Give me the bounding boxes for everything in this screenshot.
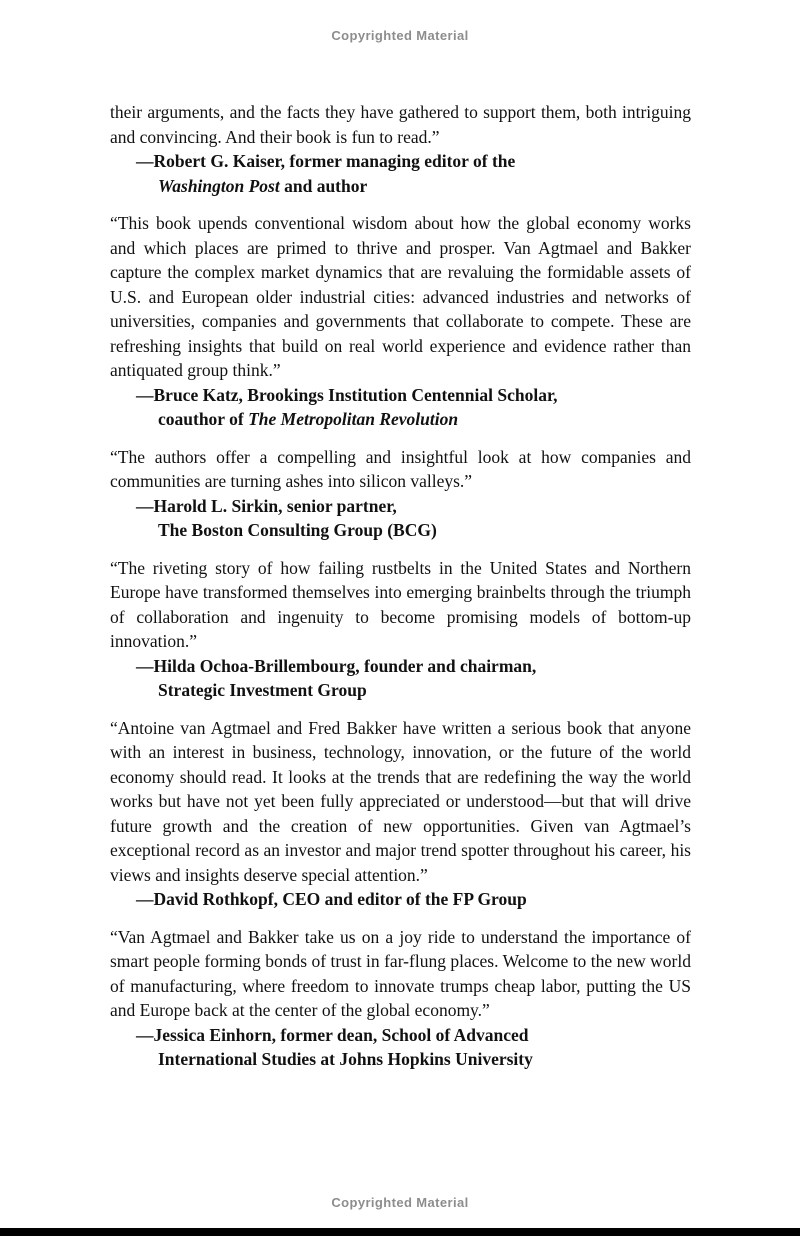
quote-attribution (110, 494, 691, 543)
attribution-line-2: International Studies at Johns Hopkins University (158, 1049, 533, 1069)
quote-block (110, 445, 691, 543)
quote-block (110, 556, 691, 703)
attribution-line-2: Washington Post and author (158, 175, 368, 196)
quote-attribution (110, 1023, 691, 1072)
attribution-line-2: Strategic Investment Group (158, 680, 367, 700)
bottom-edge-bar (0, 1228, 800, 1236)
quote-attribution (110, 654, 691, 703)
copyright-label-bottom: Copyrighted Material (331, 1195, 469, 1210)
quote-block (110, 211, 691, 432)
attribution-line-1: —Robert G. Kaiser, former managing editor of the (136, 151, 516, 171)
copyright-label-top: Copyrighted Material (331, 28, 469, 43)
attribution-line-1: —Bruce Katz, Brookings Institution Centennial Scholar, (136, 384, 558, 405)
quote-text: “The authors offer a compelling and insightful look at how companies and communities are turning ashes into silicon valleys.” (110, 446, 691, 491)
attribution-line-1: —Harold L. Sirkin, senior partner, (136, 495, 397, 516)
quote-block (110, 925, 691, 1072)
quote-attribution (110, 383, 691, 432)
quote-text: their arguments, and the facts they have gathered to support them, both intriguing and convincing. And their book is fun to read.” (110, 102, 691, 147)
attribution-line-1: —Jessica Einhorn, former dean, School of Advanced (136, 1024, 529, 1045)
quote-attribution (110, 887, 691, 912)
attribution-line-2: coauthor of The Metropolitan Revolution (158, 409, 459, 429)
quote-text: “The riveting story of how failing rustbelts in the United States and Northern Europe have transformed themselves into emerging brainbelts through the triumph of collaboration and ingenuity to become promising models of bottom-up innovation.” (110, 557, 691, 651)
quote-block (110, 716, 691, 912)
attribution-line-2: The Boston Consulting Group (BCG) (158, 520, 437, 540)
quote-text: “Antoine van Agtmael and Fred Bakker have written a serious book that anyone with an interest in business, technology, innovation, or the future of the world economy should read. It looks at the trends that are redefining the way the world works but have not yet been fully appreciated or understood—but that will drive future growth and the creation of new opportunities. Given van Agtmael’s exceptional record as an investor and major trend spotter throughout his career, his views and insights deserve special attention.” (110, 717, 691, 885)
quote-text: “Van Agtmael and Bakker take us on a joy ride to understand the importance of smart people forming bonds of trust in far-flung places. Welcome to the new world of manufacturing, where freedom to innovate trumps cheap labor, putting the US and Europe back at the center of the global economy.” (110, 926, 691, 1020)
quote-text: “This book upends conventional wisdom about how the global economy works and which places are primed to thrive and prosper. Van Agtmael and Bakker capture the complex market dynamics that are revaluing the formidable assets of U.S. and European older industrial cities: advanced industries and networks of universities, companies and governments that collaborate to compete. These are refreshing insights that build on real world experience and evidence rather than antiquated group think.” (110, 213, 691, 380)
attribution-line-1: —David Rothkopf, CEO and editor of the FP Group (136, 889, 527, 909)
attribution-line-1: —Hilda Ochoa-Brillembourg, founder and chairman, (136, 655, 537, 676)
quote-attribution (110, 149, 691, 198)
quote-block (110, 100, 691, 198)
book-page-content (0, 43, 800, 1072)
